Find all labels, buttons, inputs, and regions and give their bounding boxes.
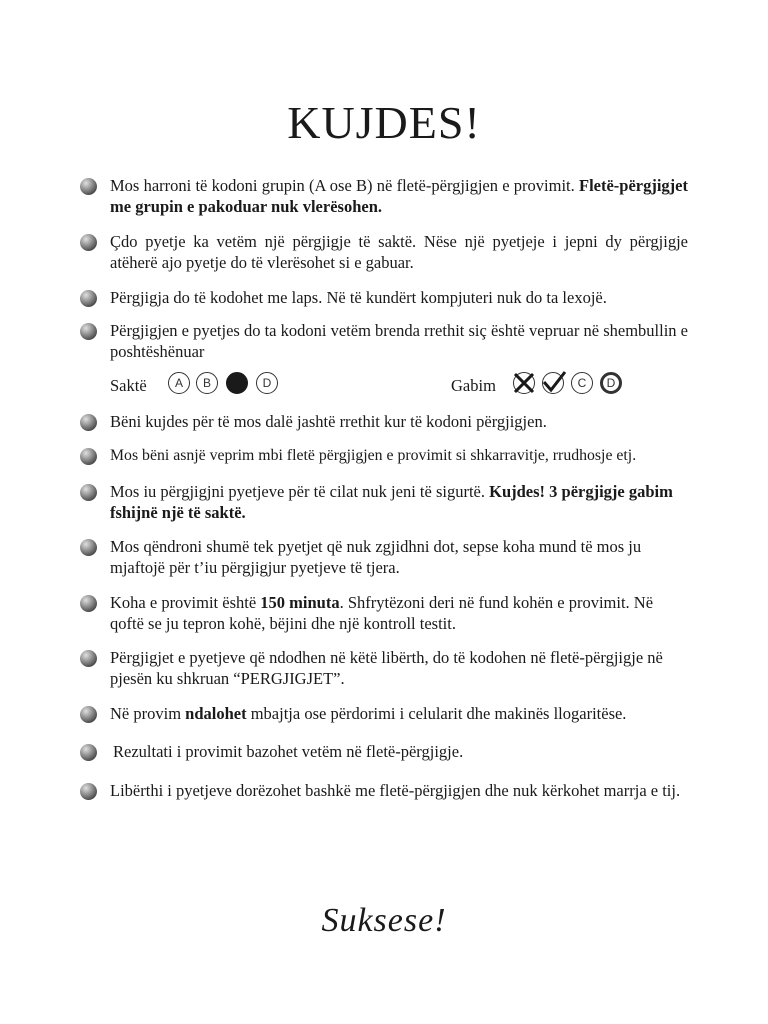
instruction-item xyxy=(80,647,688,689)
instruction-item xyxy=(80,411,688,432)
item-text: Koha e provimit është xyxy=(110,593,261,612)
correct-label: Saktë xyxy=(110,376,147,395)
item-text: Mos harroni të kodoni grupin (A ose B) në fletë-përgjigjen e provimit. xyxy=(110,176,579,195)
item-bold-text: 150 minuta xyxy=(260,593,340,612)
bullet-icon xyxy=(80,706,97,723)
option-d-circle: D xyxy=(256,372,278,394)
item-text: . Shfrytëzoni deri në fund kohën e provimit. Në qoftë se ju tepron kohë, bëjini dhe një kontroll testit. xyxy=(110,593,654,633)
option-d-bold-circle: D xyxy=(600,372,622,394)
instruction-item xyxy=(80,231,688,273)
item-text: mbajtja ose përdorimi i celularit dhe makinës llogaritëse. xyxy=(246,704,627,723)
option-c-filled-circle xyxy=(226,372,248,394)
option-b-checked-circle xyxy=(542,372,564,394)
item-text: Përgjigjen e pyetjes do ta kodoni vetëm brenda rrethit siç është vepruar në shembullin e poshtëshënuar xyxy=(110,321,688,361)
bullet-icon xyxy=(80,290,97,307)
item-text: Përgjigja do të kodohet me laps. Në të kundërt kompjuteri nuk do ta lexojë. xyxy=(110,288,607,307)
item-text: Mos qëndroni shumë tek pyetjet që nuk zgjidhni dot, sepse koha mund të mos ju mjaftojë për t’iu përgjigjur pyetjeve të tjera. xyxy=(110,537,642,577)
instruction-item xyxy=(80,536,688,578)
item-text: Në provim xyxy=(110,704,186,723)
item-text: Bëni kujdes për të mos dalë jashtë rrethit kur të kodoni përgjigjen. xyxy=(110,412,547,431)
option-a-circle: A xyxy=(168,372,190,394)
instruction-item xyxy=(80,481,688,523)
item-text: Mos iu përgjigjni pyetjeve për të cilat nuk jeni të sigurtë. xyxy=(110,482,490,501)
instruction-item xyxy=(80,592,688,634)
answer-example xyxy=(110,372,670,400)
item-text: Rezultati i provimit bazohet vetëm në fletë-përgjigje. xyxy=(113,742,464,761)
bullet-icon xyxy=(80,234,97,251)
instruction-item xyxy=(80,320,688,362)
bullet-icon xyxy=(80,650,97,667)
bullet-icon xyxy=(80,744,97,761)
option-c-circle: C xyxy=(571,372,593,394)
bullet-icon xyxy=(80,484,97,501)
instruction-item xyxy=(80,780,688,801)
cross-mark-icon xyxy=(512,370,536,396)
closing-greeting: Suksese! xyxy=(321,902,447,939)
bullet-icon xyxy=(80,783,97,800)
bullet-icon xyxy=(80,448,97,465)
bullet-icon xyxy=(80,323,97,340)
bullet-icon xyxy=(80,539,97,556)
item-text: Çdo pyetje ka vetëm një përgjigje të saktë. Nëse një pyetjeje i jepni dy përgjigje atëherë ajo pyetje do të vlerësohet si e gabuar. xyxy=(110,232,688,272)
item-text: Mos bëni asnjë veprim mbi fletë përgjigjen e provimit si shkarravitje, rrudhosje etj. xyxy=(110,447,637,464)
instruction-item xyxy=(80,175,688,217)
item-bold-text: ndalohet xyxy=(185,704,247,723)
check-mark-icon xyxy=(541,370,567,396)
instruction-item xyxy=(80,741,688,762)
instruction-item xyxy=(80,445,688,466)
bullet-icon xyxy=(80,414,97,431)
option-b-circle: B xyxy=(196,372,218,394)
page-title: KUJDES! xyxy=(287,97,481,148)
bullet-icon xyxy=(80,595,97,612)
option-a-crossed-circle xyxy=(513,372,535,394)
item-bold-text: Fletë-përgjigjet me grupin e pakoduar nuk vlerësohen. xyxy=(110,176,688,216)
item-text: Libërthi i pyetjeve dorëzohet bashkë me fletë-përgjigjen dhe nuk kërkohet marrja e tij. xyxy=(110,781,681,800)
instruction-item xyxy=(80,703,688,724)
bullet-icon xyxy=(80,178,97,195)
wrong-label: Gabim xyxy=(451,376,496,395)
item-bold-text: Kujdes! 3 përgjigje gabim fshijnë një të saktë. xyxy=(110,482,673,522)
instruction-item xyxy=(80,287,688,308)
item-text: Përgjigjet e pyetjeve që ndodhen në këtë libërth, do të kodohen në fletë-përgjigje në pjesën ku shkruan “PERGJIGJET”. xyxy=(110,648,663,688)
